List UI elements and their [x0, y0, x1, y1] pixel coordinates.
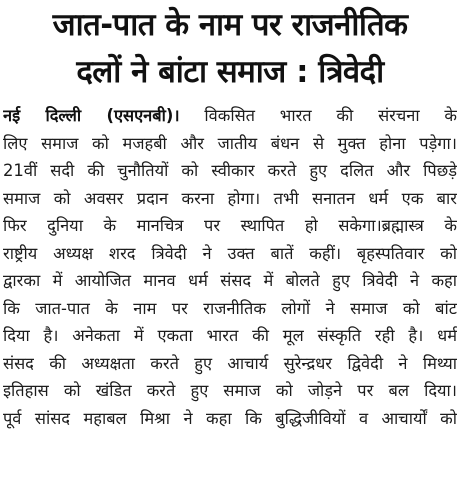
article-body: [0, 102, 460, 432]
article-line: दिया है। अनेकता में एकता भारत की मूल संस्कृति रही है। धर्म: [3, 326, 457, 345]
article-line: संसद की अध्यक्षता करते हुए आचार्य सुरेन्द्रधर द्विवेदी ने मिथ्या: [3, 353, 457, 373]
headline-line-1: जात-पात के नाम पर राजनीतिक: [52, 7, 408, 43]
article-line: राष्ट्रीय अध्यक्ष शरद त्रिवेदी ने उक्त बातें कहीं। बृहस्पतिवार को: [3, 243, 457, 263]
article-line: लिए समाज को मजहबी और जातीय बंधन से मुक्त होना पड़ेगा।: [3, 133, 457, 153]
article-line: [3, 102, 457, 130]
article-line: द्वारका में आयोजित मानव धर्म संसद में बोलते हुए त्रिवेदी ने कहा: [3, 271, 457, 290]
article-line: फिर दुनिया के मानचित्र पर स्थापित हो सकेगा।ब्रह्मास्त्र के: [3, 216, 457, 235]
dateline: नई दिल्ली (एसएनबी)।: [3, 106, 180, 125]
article-line: पूर्व सांसद महाबल मिश्रा ने कहा कि बुद्धिजीवियों व आचार्यों को: [3, 408, 457, 428]
headline: [0, 0, 460, 96]
article-line: समाज को अवसर प्रदान करना होगा। तभी सनातन धर्म एक बार: [3, 188, 457, 208]
article-line: कि जात-पात के नाम पर राजनीतिक लोगों ने समाज को बांट: [3, 298, 457, 318]
article-line-text: विकसित भारत की संरचना के: [179, 106, 457, 125]
article-line: इतिहास को खंडित करते हुए समाज को जोड़ने पर बल दिया।: [3, 381, 457, 400]
article-line: 21वीं सदी की चुनौतियों को स्वीकार करते हुए दलित और पिछड़े: [3, 161, 457, 180]
headline-line-2: दलों ने बांटा समाज : त्रिवेदी: [76, 54, 384, 90]
